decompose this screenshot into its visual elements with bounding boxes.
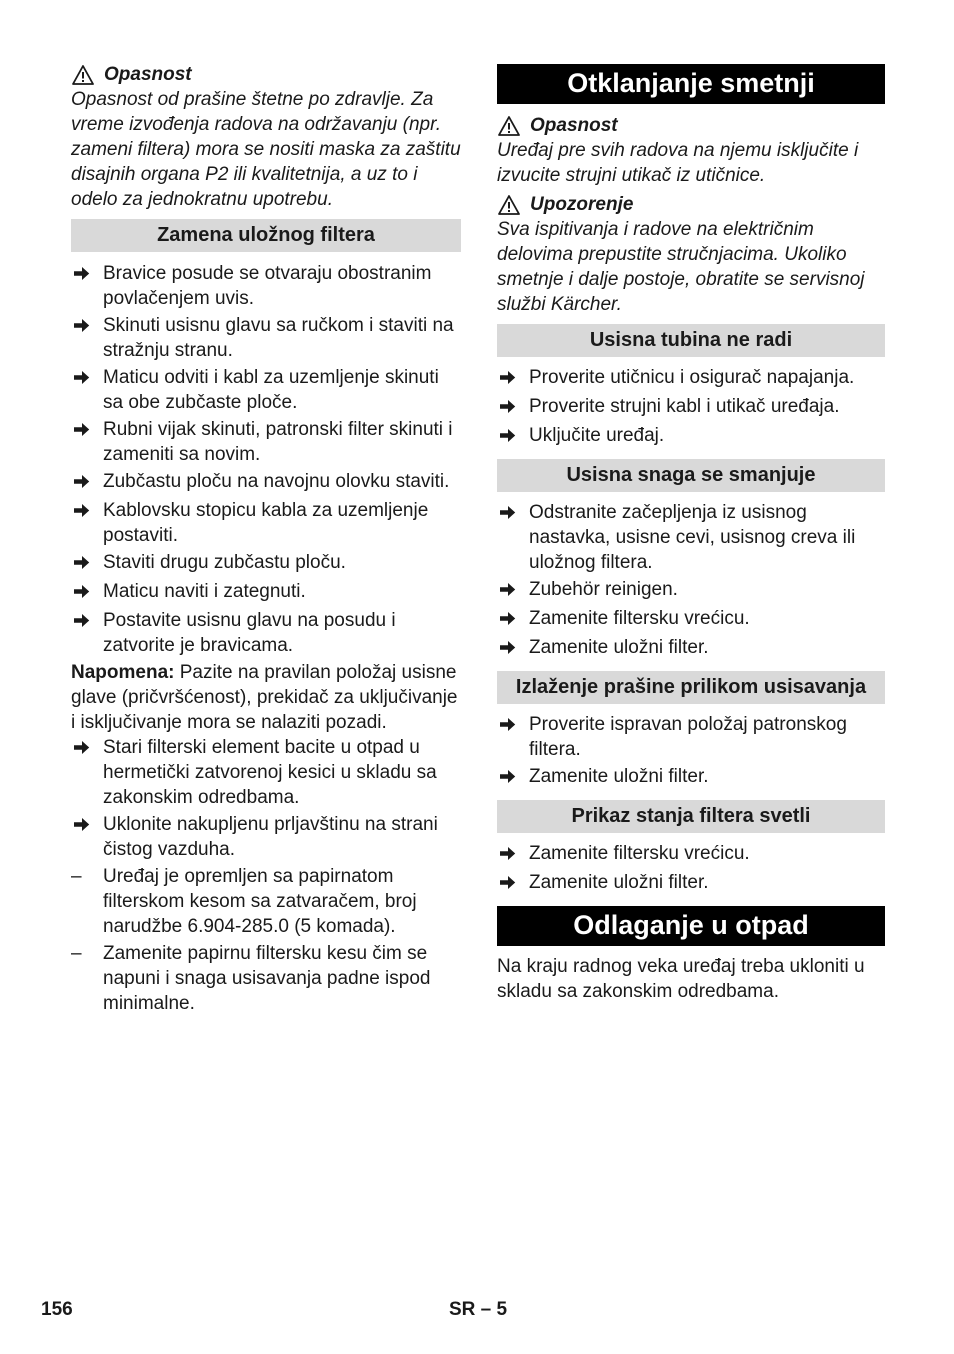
filter-replacement-steps	[71, 261, 461, 658]
arrow-right-icon	[499, 875, 516, 890]
arrow-right-icon	[73, 817, 90, 832]
arrow-marker	[497, 712, 529, 762]
troubleshooting-heading: Otklanjanje smetnji	[497, 64, 885, 104]
disposal-heading: Odlaganje u otpad	[497, 906, 885, 946]
step-item	[71, 550, 461, 577]
arrow-marker	[497, 870, 529, 897]
step-item	[71, 579, 461, 606]
troubleshooting-sections	[497, 324, 885, 897]
step-text: Kablovsku stopicu kabla za uzemljenje postaviti.	[103, 500, 429, 546]
step-text: Proverite strujni kabl i utikač uređaja.	[529, 396, 840, 417]
troubleshooting-section-heading: Usisna tubina ne radi	[497, 324, 885, 357]
danger-text: Opasnost od prašine štetne po zdravlje. Za vreme izvođenja radova na održavanju (npr. zameni filtera) mora se nositi maska za zaštitu disajnih organa P2 ili kvalitetnija, a uz to i odelo za jednokratnu upotrebu.	[71, 89, 461, 210]
note-label: Napomena:	[71, 662, 175, 683]
troubleshooting-section-heading: Usisna snaga se smanjuje	[497, 459, 885, 492]
arrow-marker	[71, 313, 103, 363]
step-text: Zubčastu ploču na navojnu olovku staviti.	[103, 471, 450, 492]
arrow-marker	[497, 764, 529, 791]
dash-marker: –	[71, 866, 82, 887]
arrow-marker	[71, 608, 103, 658]
step-item	[71, 735, 461, 810]
arrow-marker	[71, 261, 103, 311]
dash-marker: –	[71, 943, 82, 964]
warning-triangle-icon	[72, 65, 94, 85]
arrow-marker	[497, 577, 529, 604]
step-text: Proverite ispravan položaj patronskog filtera.	[529, 714, 847, 760]
danger-title: Opasnost	[104, 64, 192, 85]
arrow-right-icon	[73, 555, 90, 570]
dash-item-text: Uređaj je opremljen sa papirnatom filterskom kesom sa zatvaračem, broj narudžbe 6.904-285.0 (5 komada).	[103, 866, 417, 937]
warning-heading	[497, 192, 885, 217]
arrow-marker	[497, 841, 529, 868]
arrow-right-icon	[499, 717, 516, 732]
step-item	[497, 394, 885, 421]
step-item	[71, 417, 461, 467]
arrow-marker	[497, 635, 529, 662]
arrow-marker	[71, 550, 103, 577]
troubleshooting-section-heading: Izlaženje prašine prilikom usisavanja	[497, 671, 885, 704]
troubleshooting-steps	[497, 712, 885, 791]
arrow-right-icon	[499, 370, 516, 385]
step-item	[497, 365, 885, 392]
danger-heading-right	[497, 113, 885, 138]
danger-heading	[71, 62, 461, 87]
troubleshooting-steps	[497, 841, 885, 897]
arrow-marker	[497, 423, 529, 450]
warning-triangle-icon	[498, 195, 520, 215]
step-item	[71, 812, 461, 862]
arrow-right-icon	[73, 474, 90, 489]
disposal-text: Na kraju radnog veka uređaj treba ukloniti u skladu sa zakonskim odredbama.	[497, 956, 865, 1002]
arrow-right-icon	[499, 640, 516, 655]
step-text: Stari filterski element bacite u otpad u hermetički zatvorenoj kesici u skladu sa zakonskim odredbama.	[103, 737, 437, 808]
arrow-right-icon	[73, 584, 90, 599]
step-item	[71, 313, 461, 363]
arrow-right-icon	[499, 399, 516, 414]
arrow-right-icon	[499, 769, 516, 784]
section-label: SR – 5	[449, 1299, 508, 1320]
arrow-right-icon	[73, 318, 90, 333]
arrow-marker	[71, 498, 103, 548]
arrow-marker	[71, 579, 103, 606]
arrow-marker	[497, 365, 529, 392]
accessory-notes	[71, 864, 461, 1016]
step-text: Bravice posude se otvaraju obostranim povlačenjem uvis.	[103, 263, 432, 309]
step-text: Zamenite filtersku vrećicu.	[529, 843, 750, 864]
arrow-marker	[497, 606, 529, 633]
dash-item	[71, 941, 461, 1016]
step-item	[71, 261, 461, 311]
page-number: 156	[41, 1299, 73, 1320]
step-text: Proverite utičnicu i osigurač napajanja.	[529, 367, 855, 388]
step-text: Zubehör reinigen.	[529, 579, 678, 600]
step-text: Zamenite filtersku vrećicu.	[529, 608, 750, 629]
arrow-right-icon	[499, 611, 516, 626]
arrow-marker	[497, 500, 529, 575]
arrow-right-icon	[499, 582, 516, 597]
arrow-right-icon	[73, 266, 90, 281]
arrow-right-icon	[73, 740, 90, 755]
section-heading-filter-replacement: Zamena uložnog filtera	[71, 219, 461, 252]
right-column	[497, 64, 885, 1004]
dash-item-text: Zamenite papirnu filtersku kesu čim se napuni i snaga usisavanja padne ispod minimalne.	[103, 943, 431, 1014]
step-item	[497, 712, 885, 762]
step-text: Zamenite uložni filter.	[529, 766, 709, 787]
arrow-marker	[497, 394, 529, 421]
step-text: Odstranite začepljenja iz usisnog nastavka, usisne cevi, usisnog creva ili uložnog filtera.	[529, 502, 856, 573]
arrow-right-icon	[499, 505, 516, 520]
step-item	[497, 423, 885, 450]
step-item	[71, 608, 461, 658]
arrow-marker	[71, 812, 103, 862]
arrow-right-icon	[73, 422, 90, 437]
step-text: Postavite usisnu glavu na posudu i zatvorite je bravicama.	[103, 610, 396, 656]
troubleshooting-steps	[497, 365, 885, 450]
note-paragraph	[71, 660, 461, 735]
step-text: Zamenite uložni filter.	[529, 872, 709, 893]
arrow-marker	[71, 417, 103, 467]
step-text: Uklonite nakupljenu prljavštinu na strani čistog vazduha.	[103, 814, 438, 860]
troubleshooting-steps	[497, 500, 885, 662]
troubleshooting-section-heading: Prikaz stanja filtera svetli	[497, 800, 885, 833]
disposal-steps	[71, 735, 461, 862]
arrow-right-icon	[73, 503, 90, 518]
step-text: Uključite uređaj.	[529, 425, 665, 446]
arrow-right-icon	[499, 846, 516, 861]
step-item	[497, 764, 885, 791]
warning-triangle-icon	[498, 116, 520, 136]
step-text: Rubni vijak skinuti, patronski filter skinuti i zameniti sa novim.	[103, 419, 453, 465]
arrow-right-icon	[73, 613, 90, 628]
step-item	[71, 469, 461, 496]
step-item	[71, 365, 461, 415]
step-item	[497, 606, 885, 633]
arrow-marker	[71, 469, 103, 496]
step-item	[497, 500, 885, 575]
step-item	[497, 870, 885, 897]
danger-title-right: Opasnost	[530, 115, 618, 136]
warning-text: Sva ispitivanja i radove na električnim delovima prepustite stručnjacima. Ukoliko smetnje i dalje postoje, obratite se servisnoj službi Kärcher.	[497, 219, 865, 315]
step-text: Skinuti usisnu glavu sa ručkom i staviti na stražnju stranu.	[103, 315, 454, 361]
step-text: Maticu odviti i kabl za uzemljenje skinuti sa obe zubčaste ploče.	[103, 367, 439, 413]
arrow-right-icon	[499, 428, 516, 443]
step-item	[497, 635, 885, 662]
warning-title: Upozorenje	[530, 194, 634, 215]
step-item	[71, 498, 461, 548]
arrow-right-icon	[73, 370, 90, 385]
arrow-marker	[71, 735, 103, 810]
arrow-marker	[71, 365, 103, 415]
step-text: Staviti drugu zubčastu ploču.	[103, 552, 346, 573]
step-item	[497, 841, 885, 868]
danger-text-right: Uređaj pre svih radova na njemu isključite i izvucite strujni utikač iz utičnice.	[497, 140, 859, 186]
step-item	[497, 577, 885, 604]
left-column	[71, 62, 461, 1018]
dash-item	[71, 864, 461, 939]
note-text: Pazite na pravilan položaj usisne glave (pričvršćenost), prekidač za uključivanje i isključivanje mora se nalaziti pozadi.	[71, 662, 458, 733]
step-text: Maticu naviti i zategnuti.	[103, 581, 306, 602]
step-text: Zamenite uložni filter.	[529, 637, 709, 658]
